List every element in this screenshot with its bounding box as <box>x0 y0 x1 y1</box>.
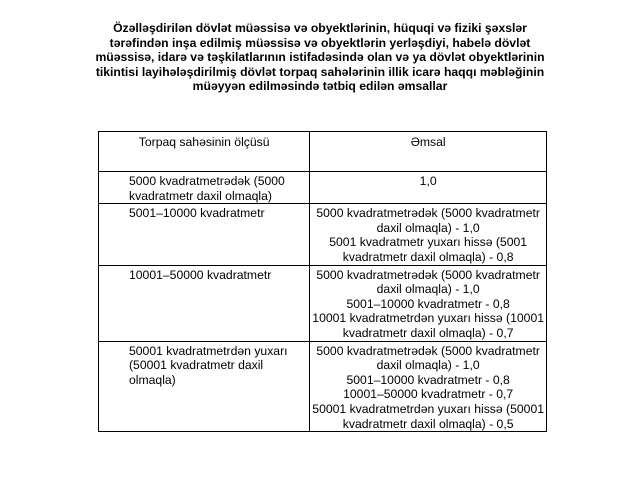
coefficient-line: 5001–10000 kvadratmetr - 0,8 <box>346 372 510 387</box>
land-size-cell: 5001–10000 kvadratmetr <box>99 204 310 265</box>
coefficient-line: kvadratmetr daxil olmaqla) - 0,8 <box>342 249 514 264</box>
coefficient-cell <box>310 172 547 204</box>
title-line: müəssisə, idarə və təşkilatlarının istifadəsində olan və ya dövlət obyektlərinin <box>95 50 545 65</box>
land-size-cell: 5000 kvadratmetrədək (5000 kvadratmetr daxil olmaqla) <box>99 172 310 204</box>
title-line: tərəfindən inşa edilmiş müəssisə və obyektlərin yerləşdiyi, habelə dövlət <box>109 35 531 50</box>
coefficient-line: 5000 kvadratmetrədək (5000 kvadratmetr <box>316 267 540 282</box>
table-row <box>99 204 547 265</box>
table-row <box>99 172 547 204</box>
land-size-cell: 50001 kvadratmetrdən yuxarı (50001 kvadratmetr daxil olmaqla) <box>99 341 310 432</box>
coefficient-line: 5001 kvadratmetr yuxarı hissə (5001 <box>329 235 528 250</box>
coefficient-line: 5000 kvadratmetrədək (5000 kvadratmetr <box>316 206 540 221</box>
coefficient-line: kvadratmetr daxil olmaqla) - 0,5 <box>342 416 514 431</box>
coefficient-line: 5000 kvadratmetrədək (5000 kvadratmetr <box>316 343 540 358</box>
coefficient-line: daxil olmaqla) - 1,0 <box>376 358 480 373</box>
title-line: Özəlləşdirilən dövlət müəssisə və obyektlərinin, hüquqi və fiziki şəxslər <box>113 21 527 35</box>
coefficient-cell <box>310 204 547 265</box>
coefficient-line: 10001–50000 kvadratmetr - 0,7 <box>343 387 514 402</box>
coefficient-line: daxil olmaqla) - 1,0 <box>376 220 480 235</box>
table-row <box>99 265 547 341</box>
header-land-size: Torpaq sahəsinin ölçüsü <box>99 132 310 172</box>
header-coefficient: Əmsal <box>310 132 547 172</box>
title-line: tikintisi layihələşdirilmiş dövlət torpaq sahələrinin illik icarə haqqı məbləğinin <box>95 64 545 79</box>
coefficient-line: daxil olmaqla) - 1,0 <box>376 282 480 297</box>
coefficient-line: 10001 kvadratmetrdən yuxarı hissə (10001 <box>312 311 544 326</box>
coefficient-line: 50001 kvadratmetrdən yuxarı hissə (50001 <box>312 401 544 416</box>
table-row <box>99 341 547 432</box>
coefficient-line: 1,0 <box>419 174 437 188</box>
coefficient-cell <box>310 265 547 341</box>
document-title <box>60 21 580 94</box>
coefficients-table <box>98 131 547 432</box>
title-line: müəyyən edilməsində tətbiq edilən əmsallar <box>192 79 448 94</box>
land-size-cell: 10001–50000 kvadratmetr <box>99 265 310 341</box>
table-header-row <box>99 132 547 172</box>
coefficient-line: 5001–10000 kvadratmetr - 0,8 <box>346 296 510 311</box>
coefficient-cell <box>310 341 547 432</box>
coefficient-line: kvadratmetr daxil olmaqla) - 0,7 <box>342 325 514 340</box>
